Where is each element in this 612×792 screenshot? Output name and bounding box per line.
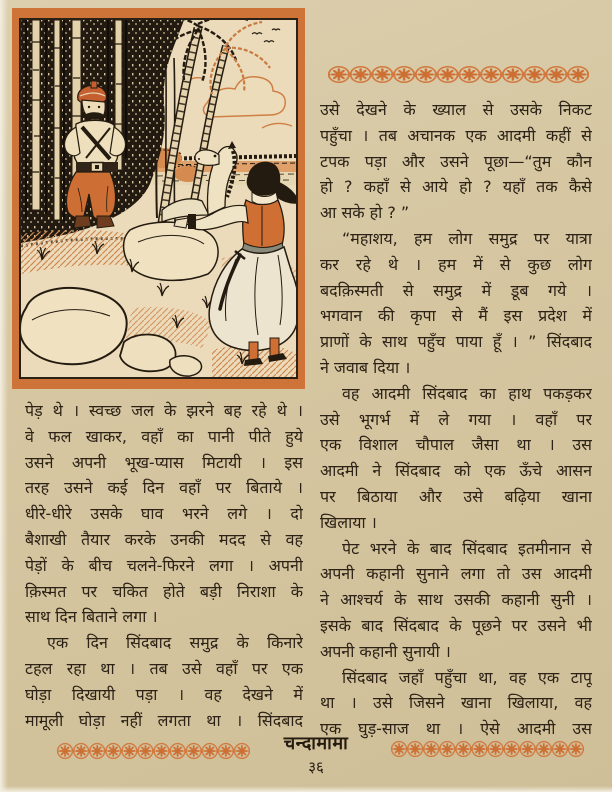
text-line: था । उसे जिसने खाना खिलाया, वह (320, 693, 592, 713)
text-line: “महाशय, हम लोग समुद्र पर यात्रा (342, 228, 592, 248)
text-line: पेड़ों के बीच चलने-फिरने लगा । अपनी (25, 555, 303, 575)
page-number: ३६ (308, 758, 324, 776)
text-line: आदमी ने सिंदबाद को एक ऊँचे आसन (320, 461, 592, 481)
text-line: उसने अपनी भूख-प्यास मिटायी । इस (25, 452, 303, 472)
story-illustration (12, 8, 305, 389)
text-column-right (320, 97, 592, 742)
text-line: खिलाया । (320, 512, 377, 532)
ornament-border-bottom-right (391, 739, 584, 759)
text-line: टहल रहा था । तब उसे वहाँ पर एक (25, 658, 303, 678)
text-line: अपनी कहानी सुनायी । (320, 641, 451, 661)
ornament-border-top (328, 64, 589, 85)
text-line: वे फल खाकर, वहाँ का पानी पीते हुये (25, 426, 303, 446)
text-line: तरह उसने कई दिन वहाँ पर बिताये । (25, 478, 303, 498)
text-column-left (25, 398, 303, 733)
text-line: भगवान की कृपा से मैं इस प्रदेश में (320, 306, 592, 326)
text-line: सिंदबाद जहाँ पहुँचा था, वह एक टापू (342, 667, 592, 687)
publication-title: चन्दामामा (283, 733, 349, 754)
text-line: मामूली घोड़ा नहीं लगता था । सिंदबाद (25, 710, 303, 730)
text-line: आ सके हो ? ” (320, 203, 410, 223)
text-line: पेड़ थे । स्वच्छ जल के झरने बह रहे थे । (25, 401, 303, 420)
text-line: उसे देखने के ख्याल से उसके निकट (320, 100, 592, 119)
text-line: एक घुड़-साज था । ऐसे आदमी उस (320, 719, 592, 739)
text-line: कर रहे थे । हम में से कुछ लोग (320, 254, 592, 274)
text-line: बदक़िस्मती से समुद्र में डूब गये । (320, 280, 592, 300)
ornament-border-bottom-left (57, 741, 250, 761)
text-line: एक दिन सिंदबाद समुद्र के किनारे (47, 633, 303, 653)
text-line: साथ दिन बिताने लगा । (25, 607, 158, 627)
text-line: ने जवाब दिया । (320, 357, 411, 377)
text-line: पेट भरने के बाद सिंदबाद इतमीनान से (342, 538, 592, 558)
text-line: घोड़ा दिखायी पड़ा । वह देखने में (25, 684, 303, 704)
text-line: धीरे-धीरे उसके घाव भरने लगे । दो (25, 504, 303, 524)
text-line: प्राणों के साथ पहुँच पाया हूँ । ” सिंदबाद (320, 332, 592, 352)
text-line: अपनी कहानी सुनाने लगा तो उस आदमी (320, 564, 592, 584)
text-line: वह आदमी सिंदबाद का हाथ पकड़कर (342, 383, 592, 403)
footer (252, 731, 380, 777)
text-line: ने आश्चर्य के साथ उसकी कहानी सुनी । (320, 590, 592, 610)
illustration-drawing (12, 8, 305, 389)
text-line: टपक पड़ा और उसने पूछा—“तुम कौन (320, 151, 592, 171)
text-line: एक विशाल चौपाल जैसा था । उस (320, 435, 592, 455)
text-line: बैशाखी तैयार करके उनकी मदद से वह (25, 529, 303, 549)
text-line: हो ? कहाँ से आये हो ? यहाँ तक कैसे (320, 177, 592, 197)
text-line: क़िस्मत पर चकित होते बड़ी निराशा के (25, 581, 303, 601)
text-line: इसके बाद सिंदबाद के पूछने पर उसने भी (320, 615, 592, 635)
text-line: पर बिठाया और उसे बढ़िया खाना (320, 486, 592, 506)
text-line: उसे भूगर्भ में ले गया । वहाँ पर (320, 409, 592, 429)
text-line: पहुँचा । तब अचानक एक आदमी कहीं से (320, 125, 592, 145)
